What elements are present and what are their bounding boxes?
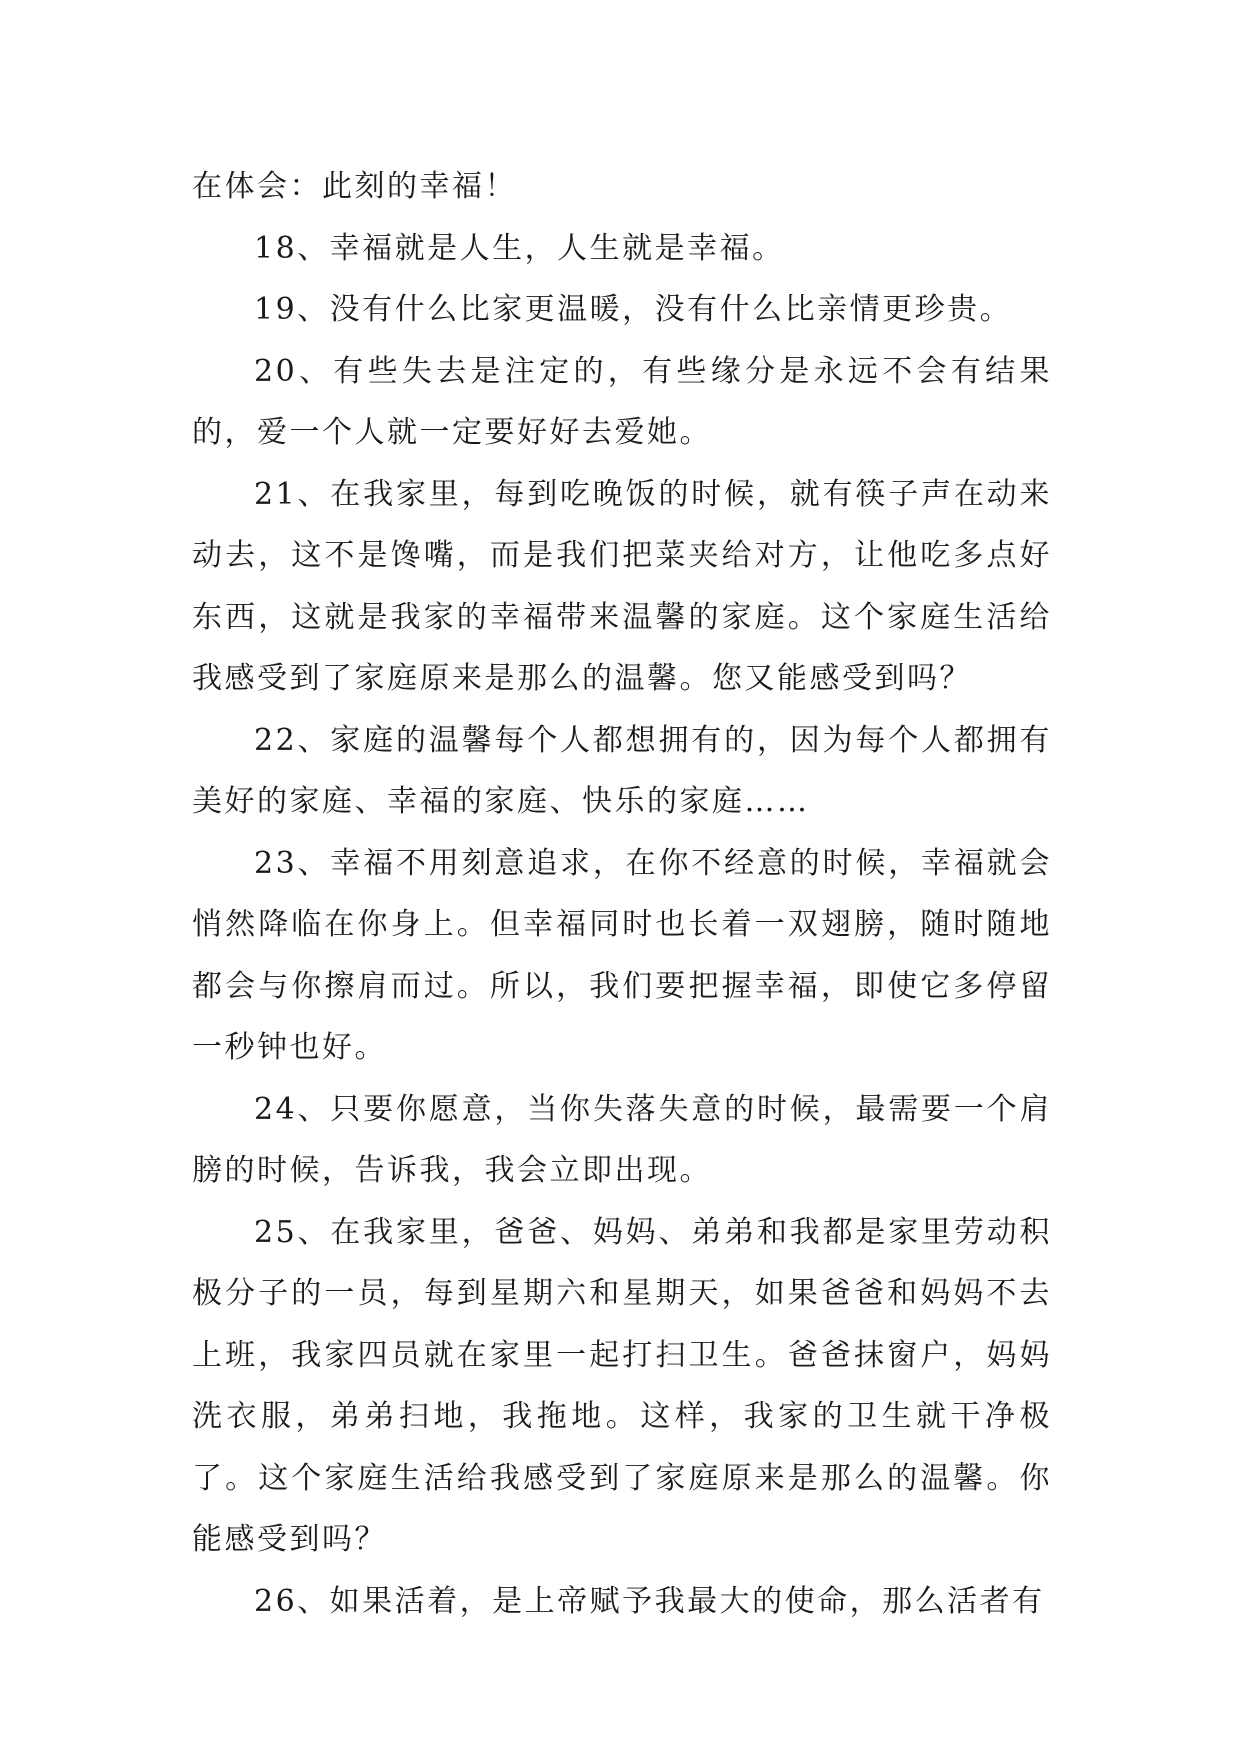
paragraph-item-25: 25、在我家里，爸爸、妈妈、弟弟和我都是家里劳动积极分子的一员，每到星期六和星期天，如果爸爸和妈妈不去上班，我家四员就在家里一起打扫卫生。爸爸抹窗户，妈妈洗衣服，弟弟扫地，我拖地。这样，我家的卫生就干净极了。这个家庭生活给我感受到了家庭原来是那么的温馨。你能感受到吗？ xyxy=(192,1214,1052,1557)
paragraph-item-24: 24、只要你愿意，当你失落失意的时候，最需要一个肩膀的时候，告诉我，我会立即出现。 xyxy=(192,1091,1052,1188)
paragraph-item-23: 23、幸福不用刻意追求，在你不经意的时候，幸福就会悄然降临在你身上。但幸福同时也长着一双翅膀，随时随地都会与你擦肩而过。所以，我们要把握幸福，即使它多停留一秒钟也好。 xyxy=(192,845,1052,1065)
paragraph-item-26: 26、如果活着，是上帝赋予我最大的使命，那么活者有 xyxy=(254,1583,1045,1619)
paragraph-item-22: 22、家庭的温馨每个人都想拥有的，因为每个人都拥有美好的家庭、幸福的家庭、快乐的家庭…… xyxy=(192,722,1052,819)
paragraph-item-19: 19、没有什么比家更温暖，没有什么比亲情更珍贵。 xyxy=(254,292,1013,327)
paragraph-item-21: 21、在我家里，每到吃晚饭的时候，就有筷子声在动来动去，这不是馋嘴，而是我们把菜夹给对方，让他吃多点好东西，这就是我家的幸福带来温馨的家庭。这个家庭生活给我感受到了家庭原来是那么的温馨。您又能感受到吗？ xyxy=(192,476,1052,696)
paragraph-continuation: 在体会：此刻的幸福！ xyxy=(192,169,517,204)
document-body xyxy=(192,156,1052,1632)
paragraph-item-20: 20、有些失去是注定的，有些缘分是永远不会有结果的，爱一个人就一定要好好去爱她。 xyxy=(192,353,1052,450)
paragraph-item-18: 18、幸福就是人生，人生就是幸福。 xyxy=(254,230,785,266)
